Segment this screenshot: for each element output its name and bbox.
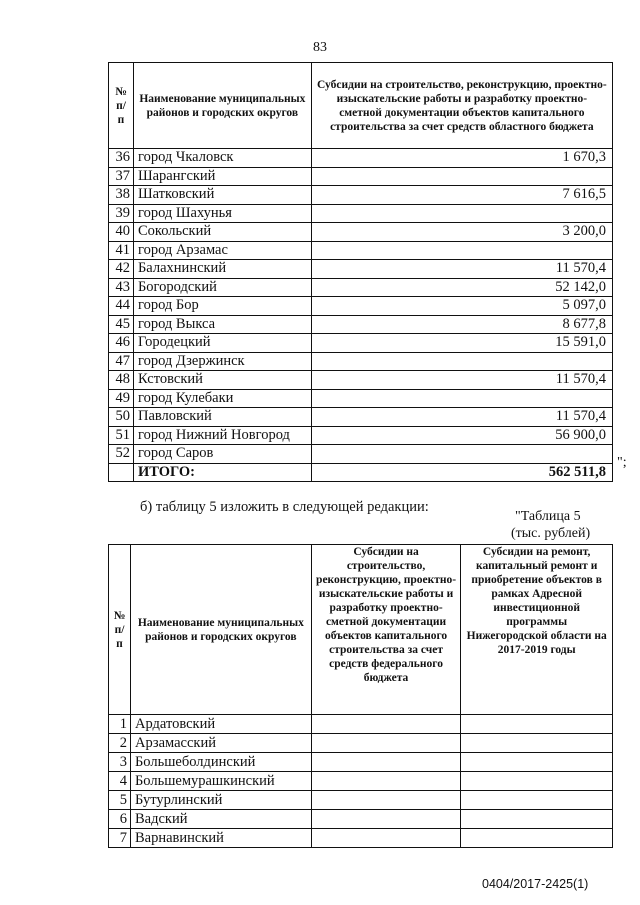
row-number: 43 (109, 278, 134, 297)
row-number: 4 (109, 772, 131, 791)
table-header-row (109, 545, 613, 715)
repair-subsidy-value (461, 753, 613, 772)
municipality-name: город Выкса (133, 315, 311, 334)
header-number: № п/п (109, 545, 131, 715)
municipality-name: город Шахунья (133, 204, 311, 223)
row-number: 3 (109, 753, 131, 772)
table-row (109, 352, 613, 371)
page-number: 83 (313, 40, 327, 55)
header-regional-subsidy: Субсидии на строительство, реконструкцию, проектно-изыскательские работы и разработку проектно-сметной документации объектов капитального строительства за счет средств областного бюджета (311, 63, 612, 149)
municipality-name: Арзамасский (130, 734, 311, 753)
row-number: 6 (109, 810, 131, 829)
table-row (109, 260, 613, 279)
table-row (109, 186, 613, 205)
header-repair-subsidy: Субсидии на ремонт, капитальный ремонт и приобретение объектов в рамках Адресной инвестиционной программы Нижегородской области на 2017-2019 годы (461, 545, 613, 715)
row-number: 41 (109, 241, 134, 260)
federal-subsidy-value (311, 791, 461, 810)
table-row (109, 810, 613, 829)
table-row (109, 426, 613, 445)
header-federal-subsidy: Субсидии на строительство, реконструкцию, проектно-изыскательские работы и разработку проектно-сметной документации объектов капитального строительства за счет средств федерального бюджета (311, 545, 461, 715)
municipality-name: Ардатовский (130, 715, 311, 734)
municipality-name: город Чкаловск (133, 149, 311, 168)
row-number: 36 (109, 149, 134, 168)
row-number: 42 (109, 260, 134, 279)
federal-subsidy-value (311, 829, 461, 848)
table-row (109, 734, 613, 753)
subsidy-value (311, 352, 612, 371)
row-number: 44 (109, 297, 134, 316)
amendment-intro-text: б) таблицу 5 изложить в следующей редакции: (140, 499, 429, 515)
municipality-name: Шатковский (133, 186, 311, 205)
row-number: 38 (109, 186, 134, 205)
repair-subsidy-value (461, 791, 613, 810)
municipality-name: Павловский (133, 408, 311, 427)
row-number: 45 (109, 315, 134, 334)
repair-subsidy-value (461, 829, 613, 848)
repair-subsidy-value (461, 715, 613, 734)
municipality-name: Шарангский (133, 167, 311, 186)
closing-quote-mark: "; (617, 455, 627, 470)
table-row (109, 315, 613, 334)
subsidy-value: 5 097,0 (311, 297, 612, 316)
table-row (109, 791, 613, 810)
row-number: 51 (109, 426, 134, 445)
municipality-name: Вадский (130, 810, 311, 829)
subsidy-value: 1 670,3 (311, 149, 612, 168)
municipality-name: Большеболдинский (130, 753, 311, 772)
table-row (109, 223, 613, 242)
municipality-name: Балахнинский (133, 260, 311, 279)
row-number: 5 (109, 791, 131, 810)
municipality-name: город Дзержинск (133, 352, 311, 371)
subsidy-table-federal (108, 544, 613, 848)
federal-subsidy-value (311, 734, 461, 753)
row-number: 7 (109, 829, 131, 848)
subsidy-table-regional (108, 62, 613, 482)
municipality-name: Бутурлинский (130, 791, 311, 810)
municipality-name: город Кулебаки (133, 389, 311, 408)
table-row (109, 408, 613, 427)
table-row (109, 829, 613, 848)
header-number: № п/п (109, 63, 134, 149)
table-row (109, 204, 613, 223)
municipality-name: город Бор (133, 297, 311, 316)
municipality-name: Большемурашкинский (130, 772, 311, 791)
table-header-row (109, 63, 613, 149)
total-value: 562 511,8 (311, 463, 612, 482)
municipality-name: Богородский (133, 278, 311, 297)
document-code: 0404/2017-2425(1) (482, 877, 589, 891)
subsidy-value (311, 167, 612, 186)
table-caption-units: (тыс. рублей) (511, 526, 591, 541)
municipality-name: Сокольский (133, 223, 311, 242)
row-number: 37 (109, 167, 134, 186)
subsidy-value: 8 677,8 (311, 315, 612, 334)
row-number: 50 (109, 408, 134, 427)
row-number: 48 (109, 371, 134, 390)
subsidy-value: 56 900,0 (311, 426, 612, 445)
row-number: 46 (109, 334, 134, 353)
municipality-name: Варнавинский (130, 829, 311, 848)
subsidy-value (311, 389, 612, 408)
subsidy-value: 7 616,5 (311, 186, 612, 205)
repair-subsidy-value (461, 772, 613, 791)
repair-subsidy-value (461, 734, 613, 753)
table-row (109, 278, 613, 297)
table-caption-title: "Таблица 5 (515, 509, 581, 524)
subsidy-value (311, 241, 612, 260)
header-municipality-name: Наименование муниципальных районов и городских округов (133, 63, 311, 149)
table-row (109, 389, 613, 408)
subsidy-value: 11 570,4 (311, 371, 612, 390)
total-row (109, 463, 613, 482)
federal-subsidy-value (311, 715, 461, 734)
table-row (109, 297, 613, 316)
municipality-name: город Нижний Новгород (133, 426, 311, 445)
row-number: 49 (109, 389, 134, 408)
subsidy-value: 52 142,0 (311, 278, 612, 297)
table-row (109, 241, 613, 260)
table-row (109, 772, 613, 791)
table-row (109, 715, 613, 734)
federal-subsidy-value (311, 753, 461, 772)
row-number: 47 (109, 352, 134, 371)
table-row (109, 167, 613, 186)
table-row (109, 334, 613, 353)
table-row (109, 753, 613, 772)
row-number: 40 (109, 223, 134, 242)
row-number: 39 (109, 204, 134, 223)
row-number: 2 (109, 734, 131, 753)
table-row (109, 371, 613, 390)
total-label: ИТОГО: (133, 463, 311, 482)
municipality-name: город Арзамас (133, 241, 311, 260)
subsidy-value: 11 570,4 (311, 408, 612, 427)
municipality-name: город Саров (133, 445, 311, 464)
table-row (109, 149, 613, 168)
table-row (109, 445, 613, 464)
municipality-name: Городецкий (133, 334, 311, 353)
subsidy-value: 15 591,0 (311, 334, 612, 353)
row-number: 52 (109, 445, 134, 464)
federal-subsidy-value (311, 810, 461, 829)
subsidy-value: 3 200,0 (311, 223, 612, 242)
municipality-name: Кстовский (133, 371, 311, 390)
subsidy-value: 11 570,4 (311, 260, 612, 279)
row-number: 1 (109, 715, 131, 734)
subsidy-value (311, 445, 612, 464)
repair-subsidy-value (461, 810, 613, 829)
subsidy-value (311, 204, 612, 223)
header-municipality-name: Наименование муниципальных районов и городских округов (130, 545, 311, 715)
federal-subsidy-value (311, 772, 461, 791)
